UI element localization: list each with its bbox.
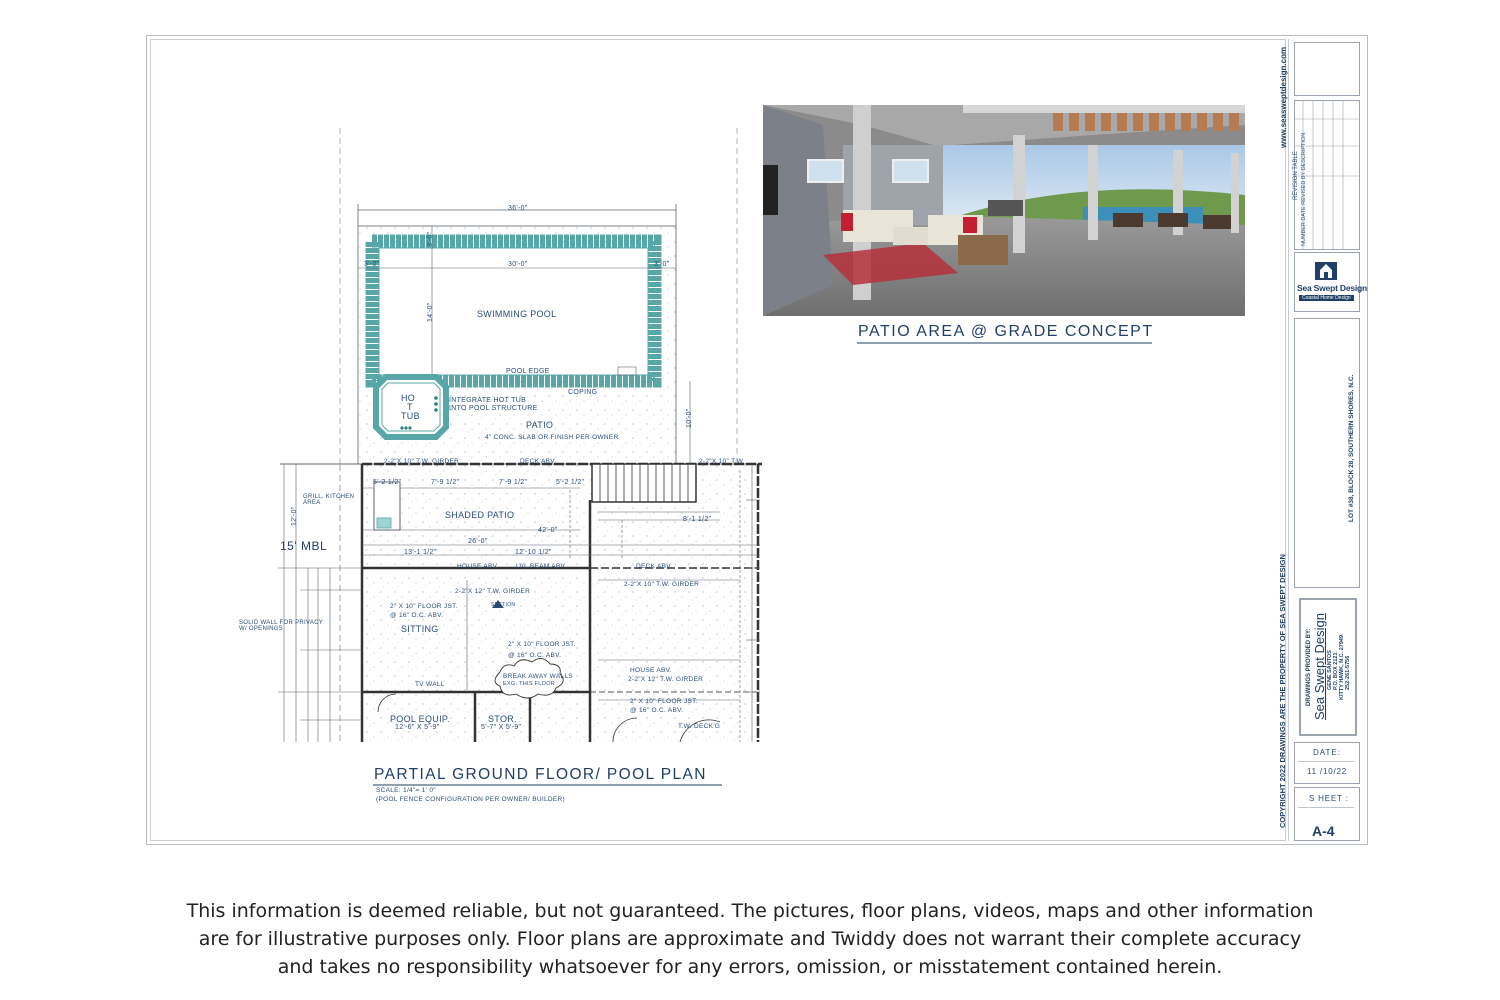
house-logo-icon — [1313, 258, 1339, 282]
website-text: www.seasweptdesign.com — [1279, 46, 1288, 148]
break-away-2: EXG. THIS FLOOR — [503, 681, 556, 687]
logo-name: Sea Swept Design — [1297, 283, 1368, 293]
girder-mid: 2-2"X 12" T.W. GIRDER — [455, 588, 531, 595]
floor-jst-3b: @ 16" O.C. ABV. — [630, 707, 684, 714]
hot-tub-label-2: T — [407, 402, 413, 412]
patio-render-image — [763, 105, 1245, 316]
stor-dim: 5'-7" X 5'-9" — [481, 724, 522, 731]
shaded-patio-label: SHADED PATIO — [445, 510, 515, 520]
girder-top-left: 2-2"X 10" T.W. GIRDER — [384, 458, 460, 465]
dim-side-left: 3'-0" — [364, 261, 380, 268]
pool-equip-label: POOL EQUIP. — [390, 714, 450, 724]
floor-jst-3: 2" X 10" FLOOR JST. — [630, 698, 698, 705]
disclaimer — [150, 897, 1350, 981]
lvl-beam-label: LVL BEAM ABV. — [516, 563, 567, 570]
dim-pool-length: 30'-0" — [508, 261, 528, 268]
render-title: PATIO AREA @ GRADE CONCEPT — [858, 323, 1154, 340]
disclaimer-line-1: This information is deemed reliable, but not guaranteed. The pictures, floor plans, videos, maps and other information — [186, 900, 1314, 922]
sheet-label: S HEET : — [1309, 794, 1349, 803]
patio-note: 4" CONC. SLAB OR FINISH PER OWNER — [485, 434, 619, 441]
dim-5-2-b: 5'-2 1/2" — [556, 479, 585, 486]
dim-12-10: 12'-10 1/2" — [515, 549, 552, 556]
dim-5-2-a: 5'-2 1/2" — [373, 479, 402, 486]
section-label: SECTION — [491, 602, 516, 608]
sitting-label: SITTING — [401, 624, 439, 634]
dim-8-1: 8'-1 1/2" — [683, 516, 712, 523]
swimming-pool-label: SWIMMING POOL — [477, 309, 557, 319]
girder-top-right: 2-2"X 10" T.W. — [699, 458, 745, 465]
logo-tagline: Coastal Home Design — [1299, 295, 1354, 301]
fence-note: (POOL FENCE CONFIGURATION PER OWNER/ BUILDER) — [376, 796, 566, 803]
hot-tub-label-3: TUB — [401, 411, 420, 421]
house-abv-label: HOUSE ABV. — [457, 563, 499, 570]
disclaimer-line-2: are for illustrative purposes only. Floor plans are approximate and Twiddy does not warrant their complete accuracy — [198, 928, 1302, 950]
hot-tub-label-1: HO — [401, 393, 416, 403]
coping-label: COPING — [568, 389, 598, 396]
dim-side-right: 3'-0" — [654, 261, 670, 268]
hot-tub-note-1: INTEGRATE HOT TUB — [449, 397, 527, 404]
title-block-top-box — [1294, 42, 1360, 96]
tv-wall-label: TV WALL — [415, 681, 445, 688]
provider-phone: 252-261-5756 — [1345, 655, 1351, 690]
dim-12-0: 12'-0" — [291, 506, 298, 526]
floor-jst-2b: @ 16" O.C. ABV. — [508, 652, 562, 659]
dim-top: 3'-0" — [427, 231, 434, 247]
date-divider — [1298, 761, 1354, 762]
pool-equip-dim: 12'-6" X 5'-9" — [395, 724, 440, 731]
pool-edge-label: POOL EDGE — [506, 368, 550, 375]
revision-table-cols: NUMBER DATE REVISED BY DESCRIPTION — [1301, 132, 1307, 246]
mbl-label: 15' MBL — [280, 539, 328, 553]
provider-city: KITTY HAWK, N.C. 27949 — [1339, 635, 1345, 700]
hot-tub-note-2: INTO POOL STRUCTURE — [449, 405, 538, 412]
dim-42: 42'-0" — [538, 527, 558, 534]
deck-abv-label: DECK ABV. — [520, 458, 557, 465]
dim-13-1: 13'-1 1/2" — [404, 549, 437, 556]
dim-7-9-a: 7'-9 1/2" — [431, 479, 460, 486]
tw-deck-label: T.W. DECK'G — [678, 723, 721, 730]
stor-label: STOR. — [488, 714, 517, 724]
project-address: LOT #38, BLOCK 28, SOUTHERN SHORES, N.C. — [1348, 374, 1355, 522]
disclaimer-line-3: and takes no responsibility whatsoever for any errors, omission, or misstatement contained herein. — [277, 956, 1223, 978]
house-abv-2-label: HOUSE ABV. — [630, 667, 672, 674]
date-value: 11 /10/22 — [1307, 767, 1347, 776]
floor-jst-2: 2" X 10" FLOOR JST. — [508, 641, 576, 648]
provider-address: P.O. BOX 2121 — [1333, 652, 1339, 690]
revision-table-title: REVISION TABLE — [1293, 151, 1299, 200]
dim-pool-width: 14'-0" — [427, 302, 434, 322]
copyright-text: COPYRIGHT 2022 DRAWINGS ARE THE PROPERTY OF SEA SWEPT DESIGN — [1278, 554, 1287, 828]
plan-title: PARTIAL GROUND FLOOR/ POOL PLAN — [374, 766, 707, 783]
sheet-number: A-4 — [1312, 823, 1335, 839]
provided-by: DRAWINGS PROVIDED BY: — [1306, 628, 1312, 706]
deck-abv-2-label: DECK ABV. — [636, 563, 673, 570]
provider-person: GENE SANTOS — [1327, 650, 1333, 690]
girder-low: 2-2"X 12" T.W. GIRDER — [628, 676, 704, 683]
date-label: DATE: — [1313, 748, 1341, 757]
dim-patio-depth: 10'-0" — [686, 408, 693, 428]
girder-mid-right: 2-2"X 10" T.W. GIRDER — [624, 581, 700, 588]
break-away-1: BREAK AWAY WALLS — [503, 673, 573, 680]
dim-overall: 36'-0" — [508, 205, 528, 212]
dim-7-9-b: 7'-9 1/2" — [499, 479, 528, 486]
plan-scale: SCALE: 1/4"= 1' 0" — [376, 787, 436, 794]
solid-wall-note: SOLID WALL FOR PRIVACY W/ OPENINGS — [239, 620, 323, 632]
sheet-divider — [1298, 807, 1354, 808]
dim-26: 26'-0" — [468, 538, 488, 545]
patio-label: PATIO — [526, 420, 554, 430]
provider-name: Sea Swept Design — [1312, 613, 1327, 720]
grill-label: GRILL, KITCHEN AREA — [303, 494, 355, 506]
floor-jst-1b: @ 16" O.C. ABV. — [390, 612, 444, 619]
floor-jst-1: 2" X 10" FLOOR JST. — [390, 603, 458, 610]
